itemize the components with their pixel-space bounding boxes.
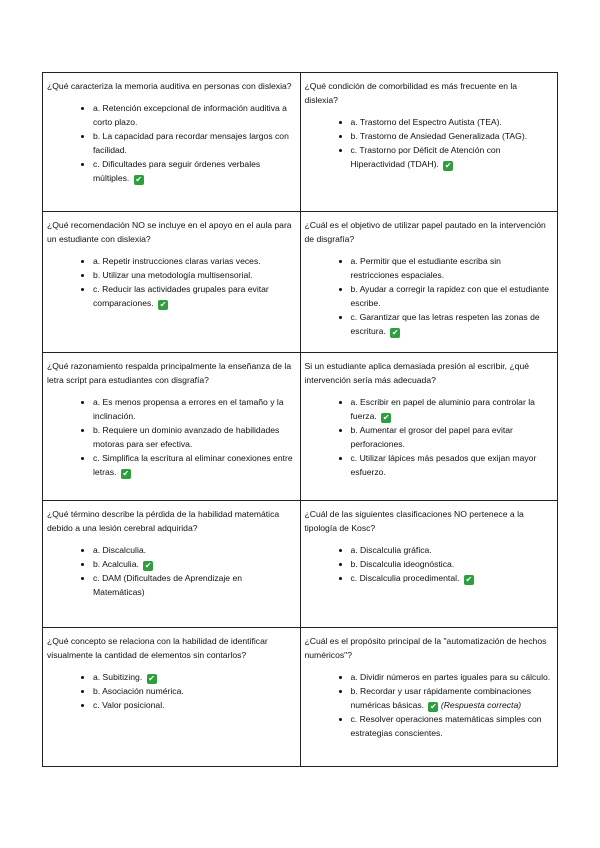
answer-options xyxy=(47,543,294,599)
question-text: ¿Cuál es el objetivo de utilizar papel pautado en la intervención de disgrafía? xyxy=(304,220,546,244)
answer-option xyxy=(93,451,294,479)
answer-option-text: b. Utilizar una metodología multisensorial. xyxy=(93,270,253,280)
answer-option xyxy=(93,557,294,571)
answer-option-text: c. Utilizar lápices más pesados que exijan mayor esfuerzo. xyxy=(350,453,537,477)
answer-note: (Respuesta correcta) xyxy=(440,700,522,710)
answer-options xyxy=(305,254,552,338)
answer-option xyxy=(93,254,294,268)
check-mark-icon: ✔ xyxy=(465,575,473,584)
answer-option xyxy=(351,543,552,557)
answer-option xyxy=(93,157,294,185)
answer-option xyxy=(351,254,552,282)
answer-option-text: b. Aumentar el grosor del papel para evitar perforaciones. xyxy=(350,425,513,449)
quiz-cell xyxy=(43,628,301,767)
table-row xyxy=(43,73,558,212)
question-text: ¿Qué caracteriza la memoria auditiva en personas con dislexia? xyxy=(47,81,292,91)
question-text: ¿Qué recomendación NO se incluye en el apoyo en el aula para un estudiante con dislexia? xyxy=(47,220,292,244)
answer-option-text: a. Retención excepcional de información auditiva a corto plazo. xyxy=(93,103,287,127)
quiz-cell xyxy=(43,501,301,628)
answer-option-text: a. Dividir números en partes iguales para su cálculo. xyxy=(350,672,551,682)
check-mark-icon: ✔ xyxy=(391,328,399,337)
answer-option-text: a. Escribir en papel de aluminio para controlar la fuerza. xyxy=(350,397,535,421)
check-mark-icon: ✔ xyxy=(444,161,452,170)
answer-option-text: c. Dificultades para seguir órdenes verbales múltiples. xyxy=(93,159,261,183)
check-mark-icon: ✔ xyxy=(148,674,155,683)
answer-options xyxy=(47,670,294,712)
answer-option-text: b. Recordar y usar rápidamente combinaciones numéricas básicas. xyxy=(350,686,532,710)
quiz-table xyxy=(42,72,558,767)
answer-option-text: a. Subitizing. xyxy=(93,672,143,682)
answer-options xyxy=(47,254,294,310)
table-row xyxy=(43,212,558,353)
answer-option-text: c. Reducir las actividades grupales para evitar comparaciones. xyxy=(93,284,269,308)
quiz-cell xyxy=(300,212,558,353)
answer-option-text: c. Discalculia procedimental. xyxy=(350,573,460,583)
answer-option xyxy=(351,129,552,143)
answer-option xyxy=(351,670,552,684)
answer-option xyxy=(93,423,294,451)
answer-option xyxy=(93,670,294,684)
answer-option-text: c. Valor posicional. xyxy=(93,700,165,710)
answer-option xyxy=(93,543,294,557)
quiz-cell xyxy=(300,501,558,628)
table-row xyxy=(43,501,558,628)
answer-options xyxy=(305,395,552,479)
answer-option-text: c. Resolver operaciones matemáticas simples con estrategias conscientes. xyxy=(350,714,542,738)
answer-option xyxy=(93,571,294,599)
check-mark-icon: ✔ xyxy=(382,413,390,422)
quiz-cell xyxy=(43,73,301,212)
answer-option xyxy=(351,557,552,571)
answer-options xyxy=(305,115,552,171)
answer-option xyxy=(93,282,294,310)
answer-option xyxy=(351,712,552,740)
check-mark-icon: ✔ xyxy=(144,561,152,570)
answer-option-text: c. Garantizar que las letras respeten las zonas de escritura. xyxy=(350,312,540,336)
answer-option-text: a. Permitir que el estudiante escriba sin restricciones espaciales. xyxy=(350,256,501,280)
quiz-cell xyxy=(300,73,558,212)
answer-option xyxy=(93,268,294,282)
answer-option-text: b. Discalculia ideognóstica. xyxy=(350,559,455,569)
answer-option-text: c. Trastorno por Déficit de Atención con Hiperactividad (TDAH). xyxy=(350,145,501,169)
question-text: ¿Cuál es el propósito principal de la "automatización de hechos numéricos"? xyxy=(304,636,547,660)
answer-option-text: a. Discalculia. xyxy=(93,545,147,555)
answer-option xyxy=(351,143,552,171)
quiz-cell xyxy=(43,212,301,353)
question-text: ¿Qué razonamiento respalda principalmente la enseñanza de la letra script para estudiantes con disgrafía? xyxy=(47,361,292,385)
answer-option-text: b. La capacidad para recordar mensajes largos con facilidad. xyxy=(93,131,289,155)
answer-option xyxy=(351,571,552,585)
answer-option xyxy=(351,310,552,338)
answer-option-text: a. Trastorno del Espectro Autista (TEA). xyxy=(350,117,502,127)
answer-option xyxy=(93,101,294,129)
check-mark-icon: ✔ xyxy=(430,702,437,711)
answer-option-text: a. Discalculia gráfica. xyxy=(350,545,432,555)
question-text: ¿Qué condición de comorbilidad es más frecuente en la dislexia? xyxy=(304,81,518,105)
question-text: Si un estudiante aplica demasiada presión al escribir, ¿qué intervención sería más adecuada? xyxy=(304,361,530,385)
answer-option xyxy=(351,395,552,423)
answer-option xyxy=(93,698,294,712)
answer-option-text: b. Trastorno de Ansiedad Generalizada (TAG). xyxy=(350,131,528,141)
answer-option xyxy=(351,423,552,451)
answer-options xyxy=(47,101,294,185)
quiz-cell xyxy=(300,628,558,767)
check-mark-icon: ✔ xyxy=(122,469,130,478)
answer-option-text: b. Requiere un dominio avanzado de habilidades motoras para ser efectiva. xyxy=(93,425,280,449)
answer-option-text: a. Repetir instrucciones claras varias veces. xyxy=(93,256,261,266)
answer-option xyxy=(351,451,552,479)
table-row xyxy=(43,353,558,501)
answer-option xyxy=(93,395,294,423)
quiz-cell xyxy=(300,353,558,501)
table-row xyxy=(43,628,558,767)
answer-option xyxy=(351,282,552,310)
answer-option xyxy=(351,115,552,129)
answer-option-text: b. Asociación numérica. xyxy=(93,686,184,696)
answer-options xyxy=(305,670,552,740)
question-text: ¿Qué concepto se relaciona con la habilidad de identificar visualmente la cantidad de elementos sin contarlos? xyxy=(47,636,268,660)
quiz-cell xyxy=(43,353,301,501)
answer-option-text: a. Es menos propensa a errores en el tamaño y la inclinación. xyxy=(93,397,284,421)
answer-option-text: b. Acalculia. xyxy=(93,559,139,569)
answer-options xyxy=(305,543,552,585)
question-text: ¿Cuál de las siguientes clasificaciones NO pertenece a la tipología de Kosc? xyxy=(304,509,524,533)
answer-option xyxy=(351,684,552,712)
check-mark-icon: ✔ xyxy=(159,300,167,309)
answer-option-text: c. Simplifica la escritura al eliminar conexiones entre letras. xyxy=(93,453,293,477)
answer-option-text: c. DAM (Dificultades de Aprendizaje en Matemáticas) xyxy=(93,573,243,597)
answer-option xyxy=(93,684,294,698)
answer-option-text: b. Ayudar a corregir la rapidez con que el estudiante escribe. xyxy=(350,284,550,308)
question-text: ¿Qué término describe la pérdida de la habilidad matemática debido a una lesión cerebral adquirida? xyxy=(47,509,280,533)
answer-option xyxy=(93,129,294,157)
answer-options xyxy=(47,395,294,479)
check-mark-icon: ✔ xyxy=(135,175,143,184)
